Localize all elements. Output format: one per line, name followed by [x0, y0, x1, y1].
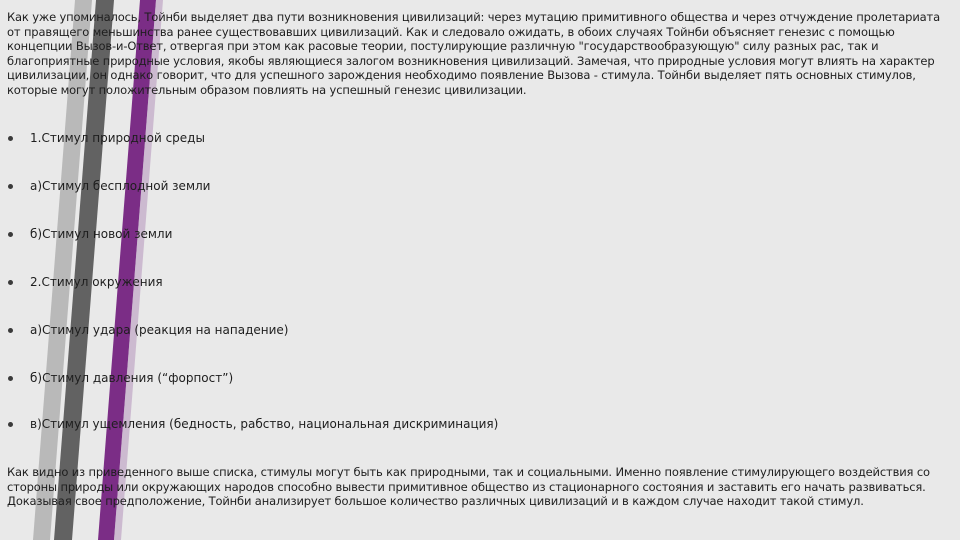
bullet-dot — [8, 184, 13, 189]
list-item — [8, 320, 288, 340]
bullet-dot — [8, 422, 13, 427]
conclusion-paragraph: Как видно из приведенного выше списка, стимулы могут быть как природными, так и социальными. Именно появление стимулирующего воздействия со стороны природы или окружающих народов способно вывести примитивное общество из стационарного состояния и заставить его начать развиваться. Доказывая свое предположение, Тойнби анализирует большое количество различных цивилизаций и в каждом случае находит такой стимул. — [7, 465, 930, 508]
list-item — [8, 414, 498, 434]
bullet-dot — [8, 136, 13, 141]
list-item — [8, 272, 163, 292]
list-item-text: а)Стимул бесплодной земли — [30, 179, 211, 193]
list-item-text: б)Стимул новой земли — [30, 227, 173, 241]
list-item — [8, 224, 172, 244]
intro-paragraph: Как уже упоминалось, Тойнби выделяет два пути возникновения цивилизаций: через мутацию примитивного общества и через отчуждение пролетариата от правящего меньшинства ранее существовавших цивилизаций. Как и следовало ожидать, в обоих случаях Тойнби объясняет генезис с помощью концепции Вызов-и-Ответ, отвергая при этом как расовые теории, постулирующие различную "государствообразующую" силу разных рас, так и благоприятные природные условия, якобы являющиеся залогом возникновения цивилизаций. Замечая, что природные условия могут влиять на характер цивилизации, он однако говорит, что для успешного зарождения необходимо появление Вызова - стимула. Тойнби выделяет пять основных стимулов, которые могут положительным образом повлиять на успешный генезис цивилизации. — [7, 10, 940, 97]
bullet-dot — [8, 328, 13, 333]
bullet-dot — [8, 280, 13, 285]
list-item-text: б)Стимул давления (“форпост”) — [30, 371, 234, 385]
bullet-dot — [8, 376, 13, 381]
list-item-text: а)Стимул удара (реакция на нападение) — [30, 323, 289, 337]
list-item-text: 1.Стимул природной среды — [30, 131, 205, 145]
list-item-text: в)Стимул ущемления (бедность, рабство, национальная дискриминация) — [30, 417, 499, 431]
list-item-text: 2.Стимул окружения — [30, 275, 163, 289]
bullet-dot — [8, 232, 13, 237]
list-item — [8, 176, 210, 196]
list-item — [8, 368, 233, 388]
list-item — [8, 128, 205, 148]
